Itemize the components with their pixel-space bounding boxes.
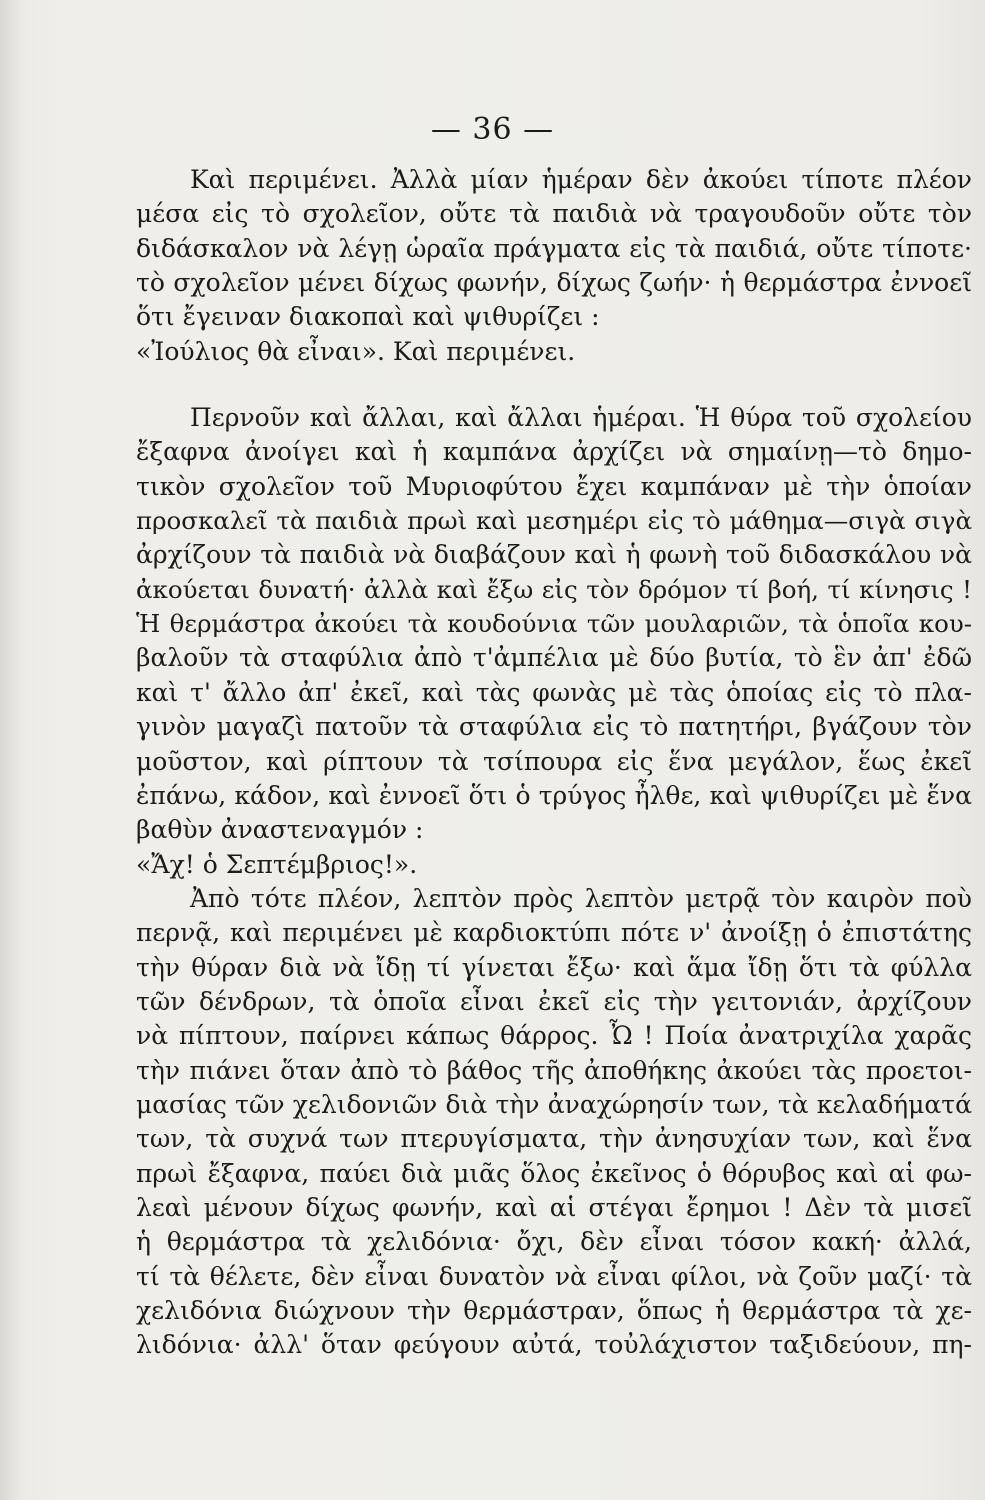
text-line: προσκαλεῖ τὰ παιδιὰ πρωὶ καὶ μεσημέρι εἰς τὸ μάθημα—σιγὰ σιγὰ — [136, 506, 972, 536]
text-line: τὴν πιάνει ὅταν ἀπὸ τὸ βάθος τῆς ἀποθήκης ἀκούει τὰς προετοι- — [136, 1055, 972, 1085]
body-text — [136, 163, 972, 1363]
text-line: ἡ θερμάστρα τὰ χελιδόνια· ὄχι, δὲν εἶναι τόσον κακή· ἀλλά, — [136, 1227, 972, 1257]
text-line: καὶ τ' ἄλλο ἀπ' ἐκεῖ, καὶ τὰς φωνὰς μὲ τὰς ὁποίας εἰς τὸ πλα- — [136, 677, 972, 707]
paragraph — [136, 163, 972, 369]
text-line: γινὸν μαγαζὶ πατοῦν τὰ σταφύλια εἰς τὸ πατητήρι, βγάζουν τὸν — [136, 712, 972, 742]
text-line: περνᾷ, καὶ περιμένει μὲ καρδιοκτύπι πότε ν' ἀνοίξῃ ὁ ἐπιστάτης — [136, 918, 972, 948]
paragraph — [136, 882, 972, 1363]
paragraph-gap — [136, 369, 972, 401]
text-line: βαλοῦν τὰ σταφύλια ἀπὸ τ'ἀμπέλια μὲ δύο βυτία, τὸ ἓν ἀπ' ἐδῶ — [136, 643, 972, 673]
text-line: τὸ σχολεῖον μένει δίχως φωνήν, δίχως ζωήν· ἡ θερμάστρα ἐννοεῖ — [136, 268, 972, 298]
text-line: Περνοῦν καὶ ἄλλαι, καὶ ἄλλαι ἡμέραι. Ἡ θύρα τοῦ σχολείου — [190, 403, 972, 433]
text-line: χελιδόνια διώχνουν τὴν θερμάστραν, ὅπως ἡ θερμάστρα τὰ χε- — [136, 1296, 972, 1325]
text-line: «Ἰούλιος θὰ εἶναι». Καὶ περιμένει. — [136, 336, 576, 366]
text-line: Ἡ θερμάστρα ἀκούει τὰ κουδούνια τῶν μουλαριῶν, τὰ ὁποῖα κου- — [136, 609, 972, 639]
text-line: τί τὰ θέλετε, δὲν εἶναι δυνατὸν νὰ εἶναι φίλοι, νὰ ζοῦν μαζί· τὰ — [136, 1261, 972, 1291]
text-line: πρωὶ ἔξαφνα, παύει διὰ μιᾶς ὅλος ἐκεῖνος ὁ θόρυβος καὶ αἱ φω- — [136, 1158, 972, 1188]
text-line: βαθὺν ἀναστεναγμόν : — [136, 815, 424, 845]
text-line: ἔξαφνα ἀνοίγει καὶ ἡ καμπάνα ἀρχίζει νὰ σημαίνῃ—τὸ δημο- — [136, 437, 972, 467]
text-line: νὰ πίπτουν, παίρνει κάπως θάρρος. Ὦ ! Ποία ἀνατριχίλα χαρᾶς — [136, 1021, 972, 1051]
text-line: των, τὰ συχνά των πτερυγίσματα, τὴν ἀνησυχίαν των, καὶ ἕνα — [136, 1124, 972, 1154]
text-line: τὴν θύραν διὰ νὰ ἴδῃ τί γίνεται ἔξω· καὶ ἅμα ἴδῃ ὅτι τὰ φύλλα — [136, 952, 972, 982]
text-line: ἀρχίζουν τὰ παιδιὰ νὰ διαβάζουν καὶ ἡ φωνὴ τοῦ διδασκάλου νὰ — [136, 540, 972, 570]
text-line: ὅτι ἔγειναν διακοπαὶ καὶ ψιθυρίζει : — [136, 302, 600, 332]
text-line: τῶν δένδρων, τὰ ὁποῖα εἶναι ἐκεῖ εἰς τὴν γειτονιάν, ἀρχίζουν — [136, 986, 972, 1016]
text-line: τικὸν σχολεῖον τοῦ Μυριοφύτου ἔχει καμπάναν μὲ τὴν ὁποίαν — [136, 471, 972, 501]
text-line: ἀκούεται δυνατή· ἀλλὰ καὶ ἔξω εἰς τὸν δρόμον τί βοή, τί κίνησις ! — [136, 574, 972, 604]
text-line: μασίας τῶν χελιδονιῶν διὰ τὴν ἀναχώρησίν των, τὰ κελαδήματά — [136, 1089, 972, 1119]
text-line: «Ἄχ! ὁ Σεπτέμβριος!». — [136, 849, 418, 879]
paragraph — [136, 401, 972, 882]
text-line: Καὶ περιμένει. Ἀλλὰ μίαν ἡμέραν δὲν ἀκούει τίποτε πλέον — [190, 165, 972, 194]
text-line: λεαὶ μένουν δίχως φωνήν, καὶ αἱ στέγαι ἔρημοι ! Δὲν τὰ μισεῖ — [136, 1192, 972, 1222]
page-number: — 36 — — [430, 112, 555, 147]
text-line: μέσα εἰς τὸ σχολεῖον, οὔτε τὰ παιδιὰ νὰ τραγουδοῦν οὔτε τὸν — [136, 199, 972, 229]
text-line: μοῦστον, καὶ ρίπτουν τὰ τσίπουρα εἰς ἕνα μεγάλον, ἕως ἐκεῖ — [136, 746, 972, 776]
text-line: λιδόνια· ἀλλ' ὅταν φεύγουν αὐτά, τοὐλάχιστον ταξιδεύουν, πη- — [136, 1330, 972, 1360]
text-line: Ἀπὸ τότε πλέον, λεπτὸν πρὸς λεπτὸν μετρᾷ τὸν καιρὸν ποὺ — [190, 883, 972, 913]
text-line: ἐπάνω, κάδον, καὶ ἐννοεῖ ὅτι ὁ τρύγος ἦλθε, καὶ ψιθυρίζει μὲ ἕνα — [136, 780, 972, 810]
text-line: διδάσκαλον νὰ λέγῃ ὡραῖα πράγματα εἰς τὰ παιδιά, οὔτε τίποτε· — [136, 233, 972, 263]
